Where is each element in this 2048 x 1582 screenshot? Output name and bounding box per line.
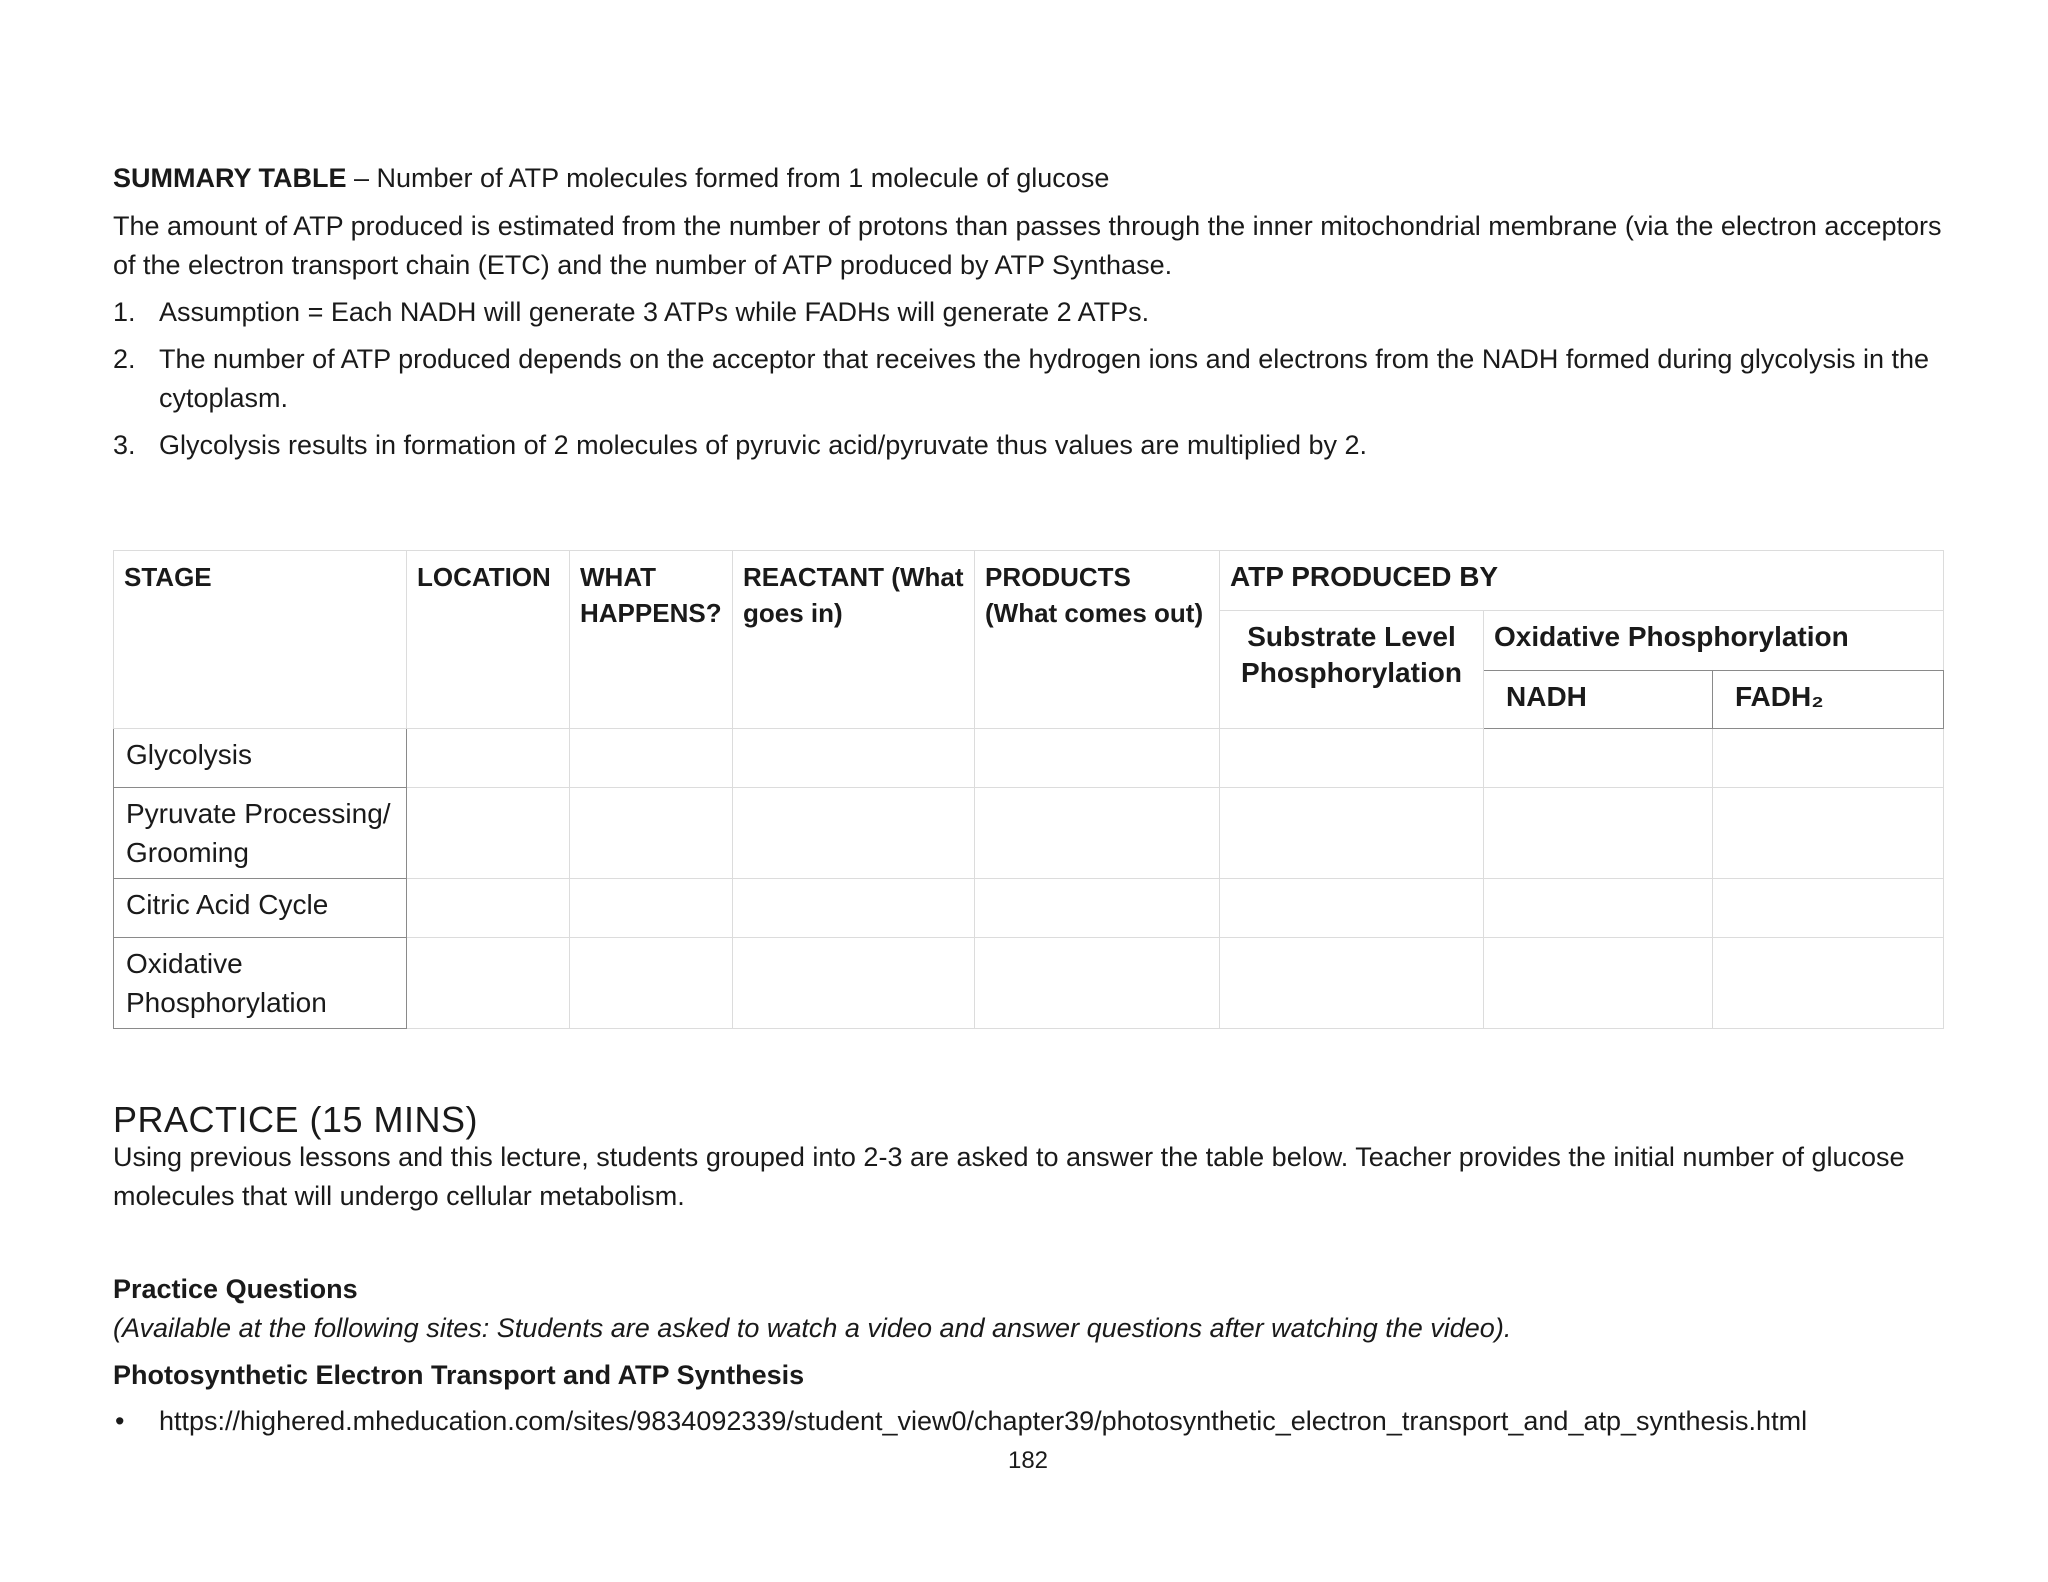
header-products: PRODUCTS (What comes out) <box>975 551 1220 729</box>
page-number: 182 <box>1007 1447 1049 1474</box>
header-substrate-level: Substrate Level Phosphorylation <box>1220 611 1484 729</box>
atp-summary-table <box>113 550 1944 1029</box>
table-row <box>114 729 1944 788</box>
list-text: The number of ATP produced depends on the acceptor that receives the hydrogen ions and electrons from the NADH formed during glycolysis in the cytoplasm. <box>159 344 1929 413</box>
stage-cell: Citric Acid Cycle <box>114 879 407 938</box>
summary-heading-rest: – Number of ATP molecules formed from 1 molecule of glucose <box>346 163 1110 193</box>
header-fadh2: FADH₂ <box>1713 671 1944 729</box>
list-text: Glycolysis results in formation of 2 molecules of pyruvic acid/pyruvate thus values are multiplied by 2. <box>159 430 1368 460</box>
stage-cell: Glycolysis <box>114 729 407 788</box>
stage-cell: Pyruvate Processing/ Grooming <box>114 788 407 879</box>
practice-text: Using previous lessons and this lecture, students grouped into 2-3 are asked to answer the table below. Teacher provides the initial number of glucose molecules that will undergo cellular metabolism. <box>113 1142 1905 1211</box>
practice-questions-note: (Available at the following sites: Students are asked to watch a video and answer questions after watching the video). <box>113 1313 1512 1343</box>
table-row <box>114 788 1944 879</box>
bullet-icon: • <box>115 1406 125 1436</box>
resource-link[interactable]: https://highered.mheducation.com/sites/9834092339/student_view0/chapter39/photosynthetic_electron_transport_and_atp_synthesis.html <box>159 1406 1808 1436</box>
list-text: Assumption = Each NADH will generate 3 ATPs while FADHs will generate 2 ATPs. <box>159 297 1150 327</box>
stage-cell: Oxidative Phosphorylation <box>114 938 407 1029</box>
list-number: 2. <box>113 344 136 374</box>
table-row <box>114 938 1944 1029</box>
list-number: 3. <box>113 430 136 460</box>
list-item <box>113 293 1943 332</box>
link-list <box>113 1402 1807 1441</box>
assumptions-list <box>113 293 1943 465</box>
practice-title: PRACTICE (15 MINS) <box>113 1099 479 1140</box>
header-stage: STAGE <box>114 551 407 729</box>
header-atp-produced-by: ATP PRODUCED BY <box>1220 551 1944 611</box>
header-nadh: NADH <box>1484 671 1713 729</box>
list-number: 1. <box>113 297 136 327</box>
header-oxidative-phosphorylation: Oxidative Phosphorylation <box>1484 611 1944 671</box>
table-row <box>114 879 1944 938</box>
header-reactant: REACTANT (What goes in) <box>733 551 975 729</box>
list-item <box>113 426 1943 465</box>
summary-heading <box>113 159 1109 198</box>
practice-questions-heading: Practice Questions <box>113 1274 358 1304</box>
summary-heading-bold: SUMMARY TABLE <box>113 163 347 193</box>
header-what-happens: WHAT HAPPENS? <box>570 551 733 729</box>
summary-intro: The amount of ATP produced is estimated from the number of protons than passes through the inner mitochondrial membrane (via the electron acceptors of the electron transport chain (ETC) and the number of ATP produced by ATP Synthase. <box>113 211 1942 280</box>
section-heading: Photosynthetic Electron Transport and ATP Synthesis <box>113 1360 805 1390</box>
list-item <box>113 340 1943 418</box>
header-location: LOCATION <box>407 551 570 729</box>
list-item <box>113 1402 1807 1441</box>
